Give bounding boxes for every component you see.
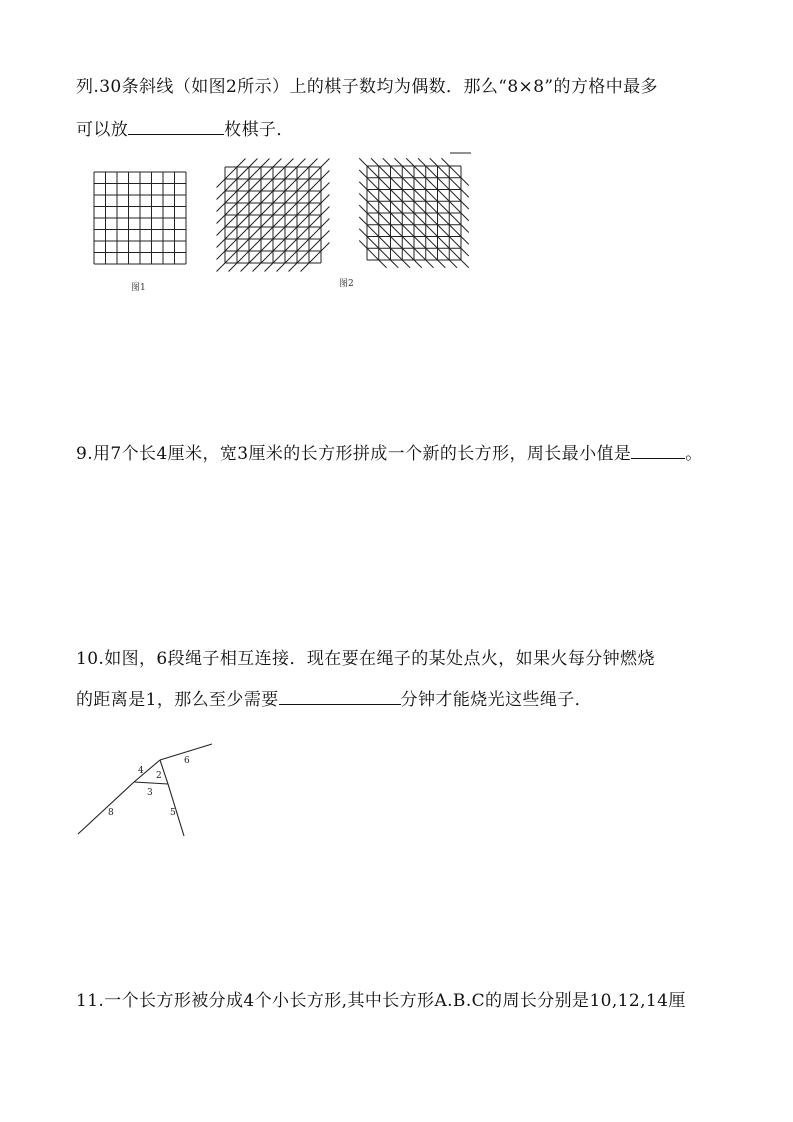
figure-1-caption: 图1 bbox=[131, 283, 146, 293]
diagonal-line bbox=[371, 158, 469, 256]
rope-segment-3 bbox=[134, 782, 168, 784]
rope-label-2: 2 bbox=[156, 771, 162, 781]
diagonal-line bbox=[217, 159, 294, 236]
q9-text-after-blank: 。 bbox=[685, 444, 703, 464]
q8-answer-blank[interactable] bbox=[128, 116, 224, 135]
diagonal-line bbox=[394, 158, 468, 232]
rope-label-3: 3 bbox=[147, 788, 153, 798]
rope-figure bbox=[74, 736, 219, 841]
figure-1-grid bbox=[90, 168, 190, 268]
rope-label-5: 5 bbox=[170, 808, 176, 818]
q10-answer-blank[interactable] bbox=[279, 686, 401, 705]
q9-text bbox=[76, 440, 703, 465]
diagonal-line bbox=[277, 219, 330, 272]
q8-text-before-blank: 可以放 bbox=[76, 120, 129, 140]
diagonal-line bbox=[217, 159, 246, 188]
rope-segment-8 bbox=[78, 782, 134, 834]
q9-answer-blank[interactable] bbox=[631, 440, 685, 459]
q8-text-after-blank: 枚棋子． bbox=[224, 120, 294, 140]
rope-label-4: 4 bbox=[138, 766, 144, 776]
q8-text-line2 bbox=[76, 116, 294, 141]
diagonal-line bbox=[359, 240, 386, 267]
diagonal-line bbox=[359, 193, 433, 267]
figure-2-diagonal-grid-left bbox=[210, 155, 340, 275]
q10-text-line1: 10.如图，6段绳子相互连接．现在要在绳子的某处点火，如果火每分钟燃烧 bbox=[76, 649, 655, 669]
diagonal-line bbox=[217, 159, 270, 212]
q11-text-line1: 11.一个长方形被分成4个小长方形,其中长方形A.B.C的周长分别是10,12,14厘 bbox=[76, 991, 686, 1011]
rope-label-6: 6 bbox=[184, 756, 190, 766]
q9-text-before-blank: 9.用7个长4厘米，宽3厘米的长方形拼成一个新的长方形，周长最小值是 bbox=[76, 444, 632, 464]
rope-label-8: 8 bbox=[108, 808, 114, 818]
q8-text-line1: 列.30条斜线（如图2所示）上的棋子数均为偶数．那么“8×8”的方格中最多 bbox=[76, 77, 658, 97]
diagonal-line bbox=[359, 170, 457, 268]
diagonal-line bbox=[441, 158, 468, 185]
figure-2-caption: 图2 bbox=[339, 279, 354, 289]
figure-2-diagonal-grid-right bbox=[355, 152, 475, 277]
q10-text-after-blank: 分钟才能烧光这些绳子． bbox=[400, 690, 593, 710]
q10-text-line2 bbox=[76, 686, 592, 711]
q10-text-before-blank: 的距离是1，那么至少需要 bbox=[76, 690, 279, 710]
diagonal-line bbox=[253, 195, 330, 272]
diagonal-line bbox=[301, 243, 330, 272]
